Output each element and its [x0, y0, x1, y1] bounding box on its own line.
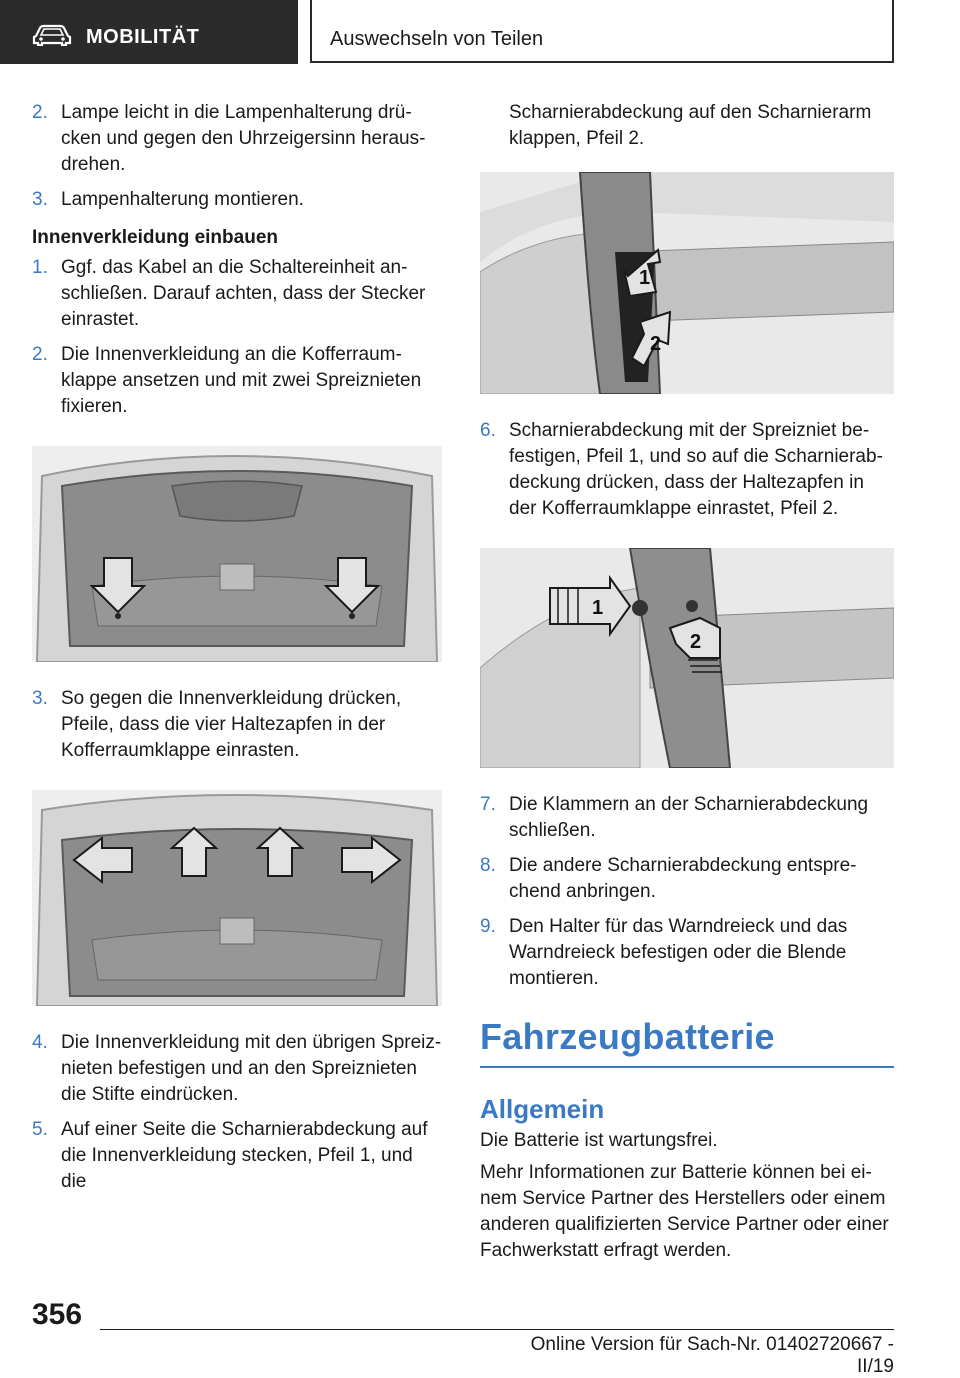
page-number: 356: [32, 1298, 83, 1331]
step-number: 9.: [480, 916, 496, 937]
arrow-label: 2: [650, 333, 662, 355]
step-text: Lampe leicht in die Lampenhalterung drücken und gegen den Uhrzeigersinn herausdrehen.: [61, 102, 426, 175]
step-number: 8.: [480, 855, 496, 876]
trunk-lid-illustration-2: [32, 790, 442, 1006]
step-number: 7.: [480, 794, 496, 815]
subsection-heading: Allgemein: [480, 1094, 605, 1124]
list-item: [32, 342, 442, 420]
trunk-lid-illustration-1: [32, 446, 442, 662]
paragraph: Die Batterie ist wartungsfrei.: [480, 1130, 718, 1151]
arrow-label: 2: [690, 631, 702, 653]
arrow-label: 1: [639, 267, 651, 289]
list-item: [32, 686, 442, 764]
step-number: 5.: [32, 1119, 48, 1140]
list-item: [480, 792, 894, 844]
step-number: 3.: [32, 688, 48, 709]
footer-divider: [100, 1329, 894, 1330]
step-text: Die Klammern an der Scharnierabdeckung schließen.: [509, 794, 869, 841]
step-text: So gegen die Innenverkleidung drücken, Pfeile, dass die vier Haltezapfen in der Kofferraumklappe einrasten.: [61, 688, 402, 761]
list-item: [32, 187, 442, 213]
hinge-cover-illustration-2: [480, 548, 894, 768]
section-heading: Fahrzeugbatterie: [480, 1016, 894, 1068]
list-item: [480, 853, 894, 905]
step-text: Den Halter für das Warndreieck und das Warndreieck befestigen oder die Blende montieren.: [509, 916, 848, 989]
car-icon: [32, 24, 72, 46]
step-text: Ggf. das Kabel an die Schaltereinheit anschließen. Darauf achten, dass der Stecker einrastet.: [61, 257, 426, 330]
step-number: 2.: [32, 344, 48, 365]
step-text: Die andere Scharnierabdeckung entsprechend anbringen.: [509, 855, 857, 902]
step-continuation: Scharnierabdeckung auf den Scharnierarm klappen, Pfeil 2.: [509, 102, 872, 149]
step-number: 6.: [480, 420, 496, 441]
hinge-cover-illustration-1: [480, 172, 894, 394]
step-number: 2.: [32, 102, 48, 123]
list-item: [32, 100, 442, 178]
section-tab: [0, 0, 298, 64]
list-item: [32, 255, 442, 333]
step-text: Die Innenverkleidung mit den übrigen Spreiznieten befestigen und an den Spreiznieten die Stifte eindrücken.: [61, 1032, 442, 1105]
subheading: Innenverkleidung einbauen: [32, 227, 278, 248]
step-number: 4.: [32, 1032, 48, 1053]
list-item: [480, 418, 894, 522]
right-column: [480, 100, 894, 1270]
list-item: [32, 1030, 442, 1108]
step-number: 1.: [32, 257, 48, 278]
chapter-box: [310, 0, 894, 63]
paragraph: Mehr Informationen zur Batterie können bei einem Service Partner des Herstellers oder einem anderen qualifizierten Service Partner oder einer Fachwerkstatt erfragt werden.: [480, 1162, 889, 1261]
page-header: [0, 0, 960, 66]
chapter-title: Auswechseln von Teilen: [330, 28, 544, 50]
list-item: [480, 914, 894, 992]
left-column: [32, 100, 442, 1204]
section-title: MOBILITÄT: [86, 26, 200, 48]
step-text: Auf einer Seite die Scharnierabdeckung auf die Innenverkleidung stecken, Pfeil 1, und die: [61, 1119, 428, 1192]
step-text: Scharnierabdeckung mit der Spreizniet befestigen, Pfeil 1, und so auf die Scharnierabdeckung drücken, dass der Haltezapfen in der Kofferraumklappe einrastet, Pfeil 2.: [509, 420, 883, 519]
footer-text: Online Version für Sach-Nr. 01402720667 - II/19: [530, 1334, 894, 1377]
step-number: 3.: [32, 189, 48, 210]
arrow-label: 1: [592, 597, 604, 619]
step-text: Die Innenverkleidung an die Kofferraumklappe ansetzen und mit zwei Spreiznieten fixieren.: [61, 344, 422, 417]
list-item: [32, 1117, 442, 1195]
step-text: Lampenhalterung montieren.: [61, 189, 304, 210]
